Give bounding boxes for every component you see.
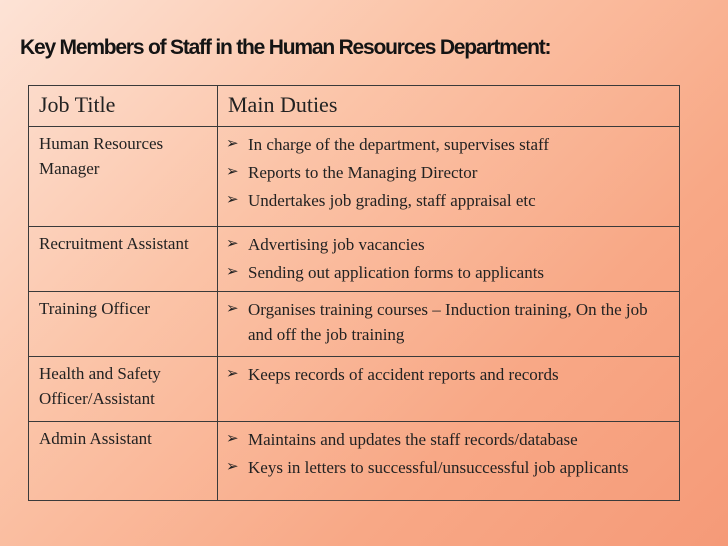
duties-cell <box>218 227 680 292</box>
arrow-bullet-icon: ➢ <box>226 236 239 252</box>
header-main-duties: Main Duties <box>218 86 680 127</box>
duties-cell <box>218 292 680 357</box>
job-title-cell: Admin Assistant <box>29 422 218 501</box>
arrow-bullet-icon: ➢ <box>226 431 239 447</box>
job-title-cell: Health and Safety Officer/Assistant <box>29 357 218 422</box>
duty-item: ➢ Keeps records of accident reports and records <box>226 362 671 387</box>
arrow-bullet-icon: ➢ <box>226 192 239 208</box>
slide-title: Key Members of Staff in the Human Resources Department: <box>20 36 551 59</box>
duty-item: ➢ Maintains and updates the staff records/database <box>226 427 671 452</box>
duty-item: ➢ Advertising job vacancies <box>226 232 671 257</box>
duty-item: ➢ In charge of the department, supervises staff <box>226 132 671 157</box>
duties-cell <box>218 127 680 227</box>
duties-cell <box>218 357 680 422</box>
table-row <box>29 127 680 227</box>
arrow-bullet-icon: ➢ <box>226 136 239 152</box>
arrow-bullet-icon: ➢ <box>226 366 239 382</box>
table-header-row <box>29 86 680 127</box>
arrow-bullet-icon: ➢ <box>226 301 239 317</box>
job-title-cell: Training Officer <box>29 292 218 357</box>
staff-table <box>28 85 680 501</box>
duty-item: ➢ Keys in letters to successful/unsuccessful job applicants <box>226 455 671 480</box>
duty-item: ➢ Reports to the Managing Director <box>226 160 671 185</box>
job-title-cell: Recruitment Assistant <box>29 227 218 292</box>
arrow-bullet-icon: ➢ <box>226 164 239 180</box>
duty-item: ➢ Sending out application forms to applicants <box>226 260 671 285</box>
duty-item: ➢ Undertakes job grading, staff appraisal etc <box>226 188 671 213</box>
job-title-cell: Human Resources Manager <box>29 127 218 227</box>
table-row <box>29 357 680 422</box>
arrow-bullet-icon: ➢ <box>226 264 239 280</box>
table-row <box>29 227 680 292</box>
arrow-bullet-icon: ➢ <box>226 459 239 475</box>
duty-item: ➢ Organises training courses – Induction training, On the job and off the job training <box>226 297 671 347</box>
table-row <box>29 422 680 501</box>
table-row <box>29 292 680 357</box>
duties-cell <box>218 422 680 501</box>
header-job-title: Job Title <box>29 86 218 127</box>
